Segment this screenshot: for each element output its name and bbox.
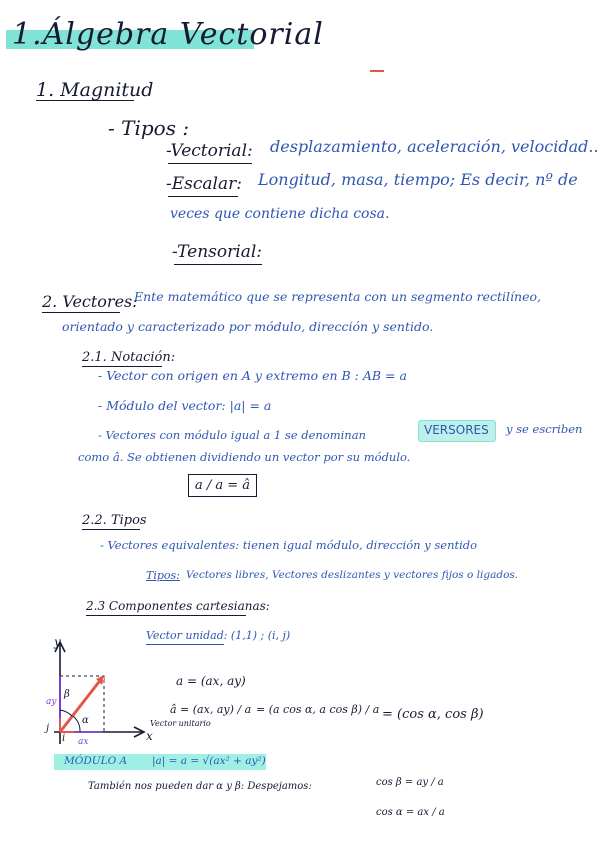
notacion-line4: como â. Se obtienen dividiendo un vector por su módulo.	[78, 450, 411, 464]
unit-vector-mid: = (a cos α, a cos β) / a	[256, 703, 380, 716]
tipos-underline	[82, 529, 140, 530]
vector-components: a = (ax, ay)	[176, 674, 246, 688]
escalar-text: Longitud, masa, tiempo; Es decir, nº de	[258, 170, 578, 189]
section2-underline	[42, 312, 120, 313]
unit-vector-note: Vector unitario	[150, 719, 211, 728]
tensorial-label: -Tensorial:	[172, 242, 262, 262]
ax-label: ax	[78, 737, 89, 747]
notacion-underline	[82, 366, 162, 367]
tipos-line2-label: Tipos:	[146, 569, 180, 582]
vectorial-label: -Vectorial:	[166, 141, 253, 161]
definition-line1: Ente matemático que se representa con un segmento rectilíneo,	[134, 289, 541, 304]
tipos-line1: - Vectores equivalentes: tienen igual módulo, dirección y sentido	[100, 538, 478, 552]
page-title: 1.Álgebra Vectorial	[12, 17, 324, 52]
notacion-line1: - Vector con origen en A y extremo en B : AB = a	[98, 368, 407, 383]
alpha-label: α	[82, 715, 89, 726]
notacion-line3a: - Vectores con módulo igual a 1 se denominan	[98, 428, 366, 442]
notacion-line2: - Módulo del vector: |a| = a	[98, 398, 272, 413]
ay-label: ay	[46, 697, 57, 707]
vectorial-text: desplazamiento, aceleración, velocidad..	[270, 137, 599, 156]
componentes-heading: 2.3 Componentes cartesianas:	[86, 599, 270, 613]
versores-term: VERSORES	[424, 423, 489, 437]
tensorial-underline	[174, 264, 262, 265]
versor-formula-box: a / a = â	[188, 474, 257, 497]
tambien-text: También nos pueden dar α y β: Despejamos:	[88, 781, 312, 792]
unit-vector-lhs: â = (ax, ay) / a	[170, 703, 252, 716]
modulo-label: MÓDULO A	[64, 755, 128, 767]
escalar-text2: veces que contiene dicha cosa.	[170, 206, 390, 222]
vector-unidad: Vector unidad: (1,1) ; (i, j)	[146, 629, 291, 642]
notacion-line3b: y se escriben	[506, 422, 583, 436]
tipos-heading: 2.2. Tipos	[82, 513, 147, 528]
red-mark	[370, 70, 384, 72]
section1-heading: 1. Magnitud	[36, 79, 154, 101]
notacion-heading: 2.1. Notación:	[82, 350, 176, 365]
i-label: i	[62, 733, 66, 744]
axis-y-label: y	[54, 635, 61, 649]
cos-alpha-formula: cos α = ax / a	[376, 807, 445, 818]
section2-heading: 2. Vectores:	[42, 292, 138, 311]
vector-a	[60, 678, 102, 732]
unit-vector-rhs: = (cos α, cos β)	[382, 707, 484, 722]
tipos-line2-text: Vectores libres, Vectores deslizantes y vectores fijos o ligados.	[186, 569, 519, 581]
escalar-underline	[168, 196, 238, 197]
section1-underline	[36, 100, 134, 101]
beta-arc	[60, 710, 72, 716]
escalar-label: -Escalar:	[166, 174, 242, 194]
vector-diagram	[40, 632, 160, 750]
axis-x-label: x	[146, 729, 153, 743]
j-label: j	[46, 723, 50, 734]
vectorial-underline	[168, 163, 252, 164]
cos-beta-formula: cos β = ay / a	[376, 777, 444, 788]
modulo-formula: |a| = a = √(ax² + ay²)	[152, 755, 266, 767]
componentes-underline	[86, 615, 246, 616]
definition-line2: orientado y caracterizado por módulo, dirección y sentido.	[62, 319, 434, 334]
tipos-label: - Tipos :	[108, 116, 190, 140]
vector-a-label: a	[100, 675, 106, 686]
beta-label: β	[64, 689, 70, 700]
alpha-arc	[73, 716, 80, 732]
